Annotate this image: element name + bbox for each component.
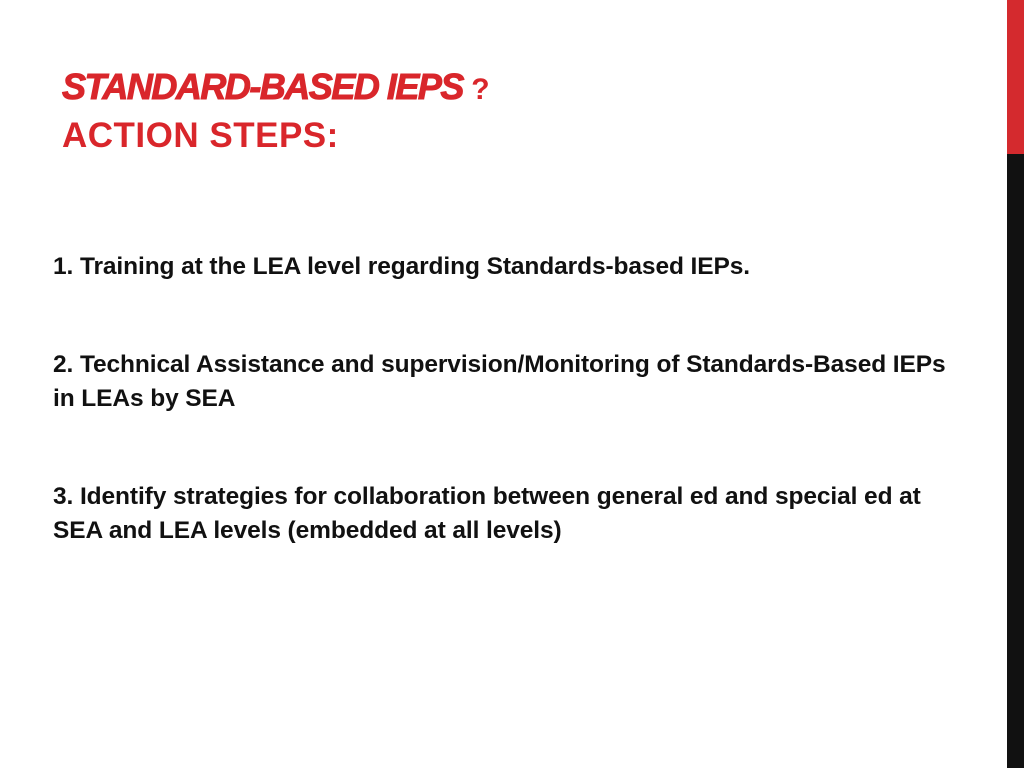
title-question-mark: ? — [462, 73, 490, 106]
action-step-3: 3. Identify strategies for collaboration between general ed and special ed at SEA and LEA levels (embedded at all levels) — [53, 483, 921, 544]
title-main-text: STANDARD-BASED IEPS — [62, 66, 463, 107]
accent-bar-red-segment — [1007, 0, 1024, 154]
action-step-1: 1. Training at the LEA level regarding Standards-based IEPs. — [53, 253, 750, 280]
action-steps-list — [53, 250, 953, 548]
accent-side-bar — [1007, 0, 1024, 768]
title-line-1 — [62, 64, 962, 113]
accent-bar-black-segment — [1007, 154, 1024, 768]
action-step-2: 2. Technical Assistance and supervision/Monitoring of Standards-Based IEPs in LEAs by SEA — [53, 351, 946, 412]
title-line-2: ACTION STEPS: — [62, 116, 339, 155]
slide-title — [62, 64, 962, 159]
